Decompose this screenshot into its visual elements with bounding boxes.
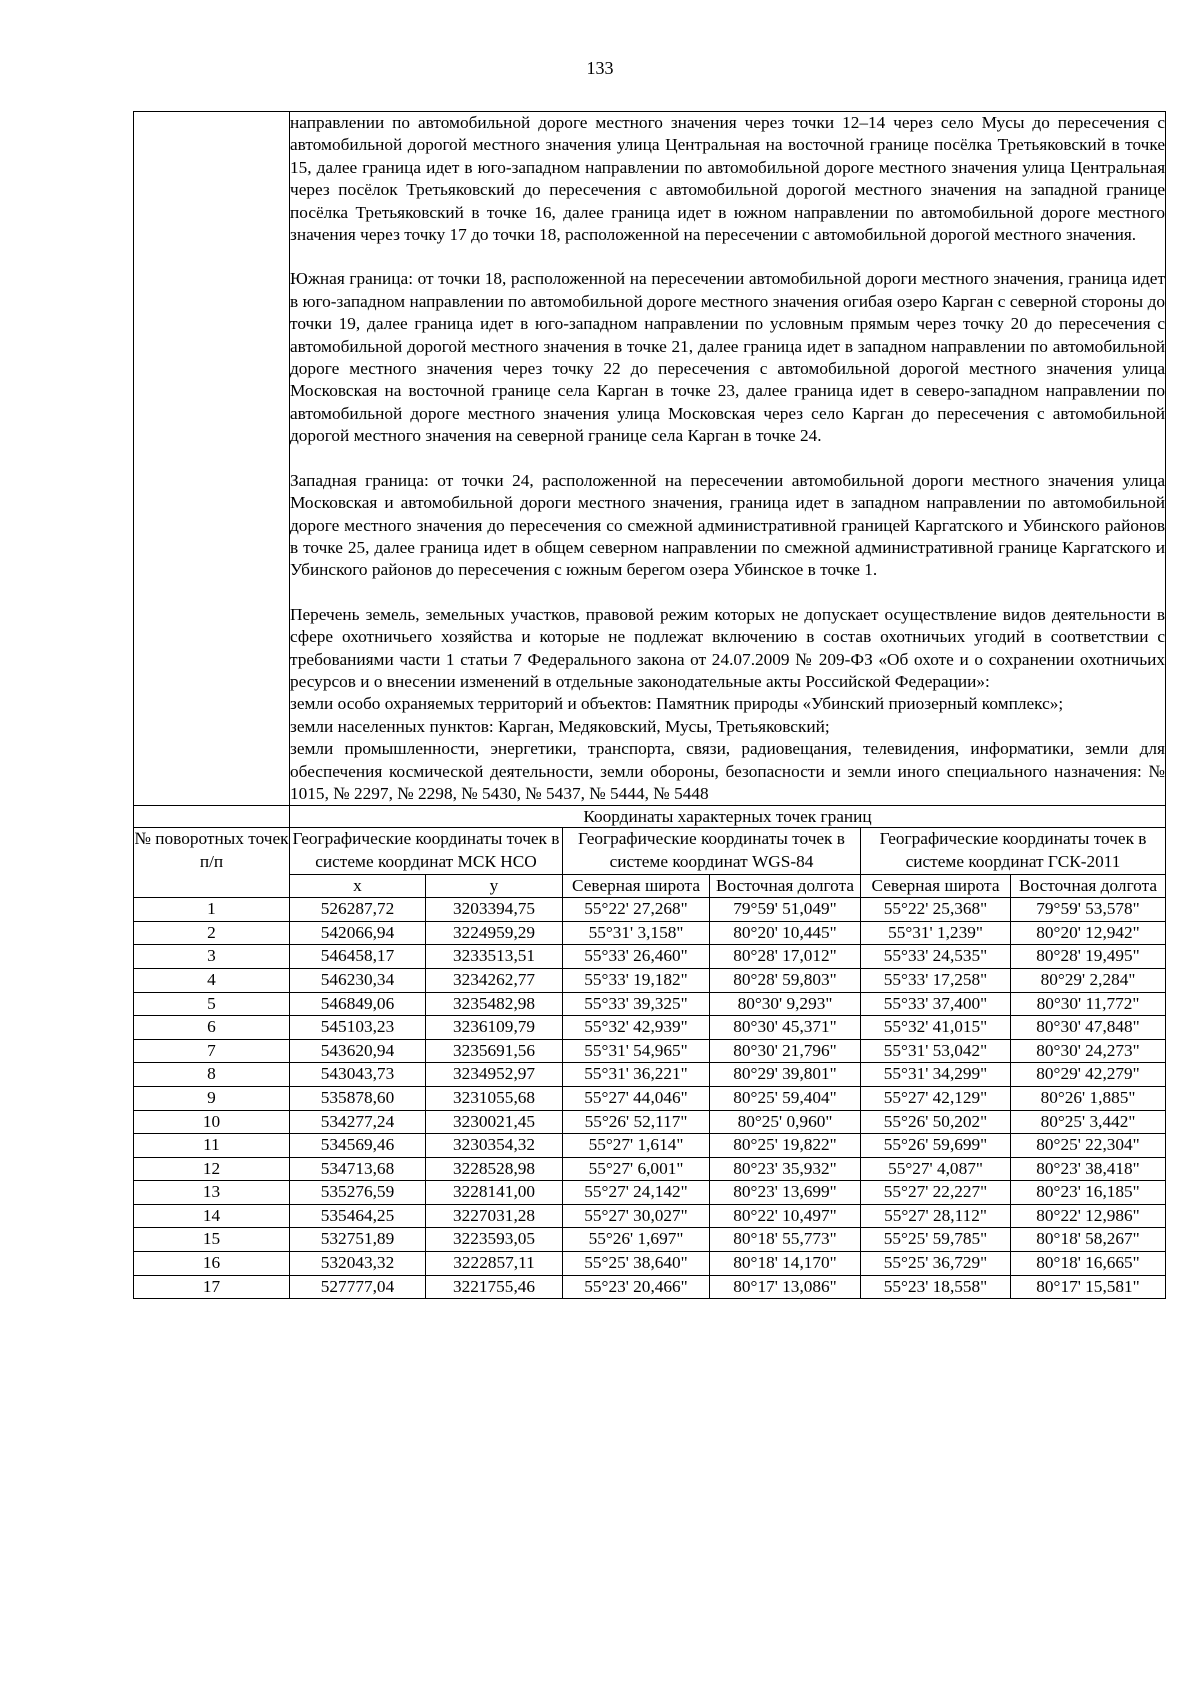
cell-wgs-lon: 80°29' 39,801" <box>710 1063 861 1087</box>
subheader-x: x <box>290 874 426 898</box>
cell-wgs-lat: 55°27' 30,027" <box>563 1204 710 1228</box>
cell-gsk-lon: 80°23' 38,418" <box>1011 1157 1166 1181</box>
blank-cell <box>134 112 290 806</box>
cell-gsk-lat: 55°26' 50,202" <box>861 1110 1011 1134</box>
cell-point-number: 11 <box>134 1134 290 1158</box>
cell-point-number: 13 <box>134 1181 290 1205</box>
cell-msk-y: 3228528,98 <box>426 1157 563 1181</box>
header-msk-nso: Географические координаты точек в системе координат МСК НСО <box>290 828 563 874</box>
cell-point-number: 15 <box>134 1228 290 1252</box>
cell-gsk-lon: 80°23' 16,185" <box>1011 1181 1166 1205</box>
subheader-wgs-lon: Восточная долгота <box>710 874 861 898</box>
cell-wgs-lon: 80°18' 14,170" <box>710 1252 861 1276</box>
cell-msk-y: 3222857,11 <box>426 1252 563 1276</box>
cell-msk-x: 545103,23 <box>290 1016 426 1040</box>
cell-wgs-lat: 55°31' 54,965" <box>563 1039 710 1063</box>
table-row <box>134 1157 1166 1181</box>
cell-wgs-lat: 55°25' 38,640" <box>563 1252 710 1276</box>
cell-wgs-lon: 80°18' 55,773" <box>710 1228 861 1252</box>
cell-wgs-lon: 80°22' 10,497" <box>710 1204 861 1228</box>
cell-point-number: 2 <box>134 921 290 945</box>
table-row <box>134 921 1166 945</box>
cell-gsk-lat: 55°33' 24,535" <box>861 945 1011 969</box>
cell-msk-y: 3228141,00 <box>426 1181 563 1205</box>
coordinates-rows <box>134 898 1166 1299</box>
table-row <box>134 1252 1166 1276</box>
cell-wgs-lon: 80°28' 17,012" <box>710 945 861 969</box>
cell-gsk-lat: 55°25' 36,729" <box>861 1252 1011 1276</box>
cell-wgs-lat: 55°27' 24,142" <box>563 1181 710 1205</box>
table-row <box>134 1063 1166 1087</box>
cell-gsk-lat: 55°27' 4,087" <box>861 1157 1011 1181</box>
cell-gsk-lat: 55°25' 59,785" <box>861 1228 1011 1252</box>
cell-wgs-lat: 55°26' 1,697" <box>563 1228 710 1252</box>
cell-wgs-lon: 80°30' 9,293" <box>710 992 861 1016</box>
cell-msk-y: 3224959,29 <box>426 921 563 945</box>
cell-wgs-lon: 80°28' 59,803" <box>710 968 861 992</box>
coordinates-title: Координаты характерных точек границ <box>290 806 1166 828</box>
cell-point-number: 4 <box>134 968 290 992</box>
cell-point-number: 16 <box>134 1252 290 1276</box>
cell-wgs-lat: 55°33' 19,182" <box>563 968 710 992</box>
cell-msk-x: 532043,32 <box>290 1252 426 1276</box>
cell-gsk-lon: 80°30' 11,772" <box>1011 992 1166 1016</box>
subheader-gsk-lon: Восточная долгота <box>1011 874 1166 898</box>
cell-wgs-lon: 80°25' 19,822" <box>710 1134 861 1158</box>
cell-gsk-lat: 55°27' 28,112" <box>861 1204 1011 1228</box>
cell-gsk-lon: 80°17' 15,581" <box>1011 1275 1166 1299</box>
cell-msk-x: 526287,72 <box>290 898 426 922</box>
lands-settlements: земли населенных пунктов: Карган, Медяковский, Мусы, Третьяковский; <box>290 716 830 736</box>
cell-wgs-lat: 55°23' 20,466" <box>563 1275 710 1299</box>
cell-msk-x: 527777,04 <box>290 1275 426 1299</box>
cell-gsk-lon: 80°18' 58,267" <box>1011 1228 1166 1252</box>
cell-msk-y: 3231055,68 <box>426 1086 563 1110</box>
cell-msk-y: 3234262,77 <box>426 968 563 992</box>
cell-wgs-lat: 55°22' 27,268" <box>563 898 710 922</box>
cell-gsk-lat: 55°22' 25,368" <box>861 898 1011 922</box>
subheader-y: y <box>426 874 563 898</box>
coordinates-table <box>134 806 1166 898</box>
cell-wgs-lat: 55°32' 42,939" <box>563 1016 710 1040</box>
table-row <box>134 1204 1166 1228</box>
cell-wgs-lat: 55°27' 1,614" <box>563 1134 710 1158</box>
table-row <box>134 968 1166 992</box>
table-row <box>134 1228 1166 1252</box>
cell-msk-x: 535878,60 <box>290 1086 426 1110</box>
cell-gsk-lon: 80°30' 24,273" <box>1011 1039 1166 1063</box>
cell-gsk-lat: 55°32' 41,015" <box>861 1016 1011 1040</box>
cell-msk-y: 3230021,45 <box>426 1110 563 1134</box>
cell-wgs-lat: 55°27' 44,046" <box>563 1086 710 1110</box>
cell-msk-x: 546849,06 <box>290 992 426 1016</box>
cell-msk-x: 534569,46 <box>290 1134 426 1158</box>
cell-gsk-lon: 80°25' 3,442" <box>1011 1110 1166 1134</box>
cell-wgs-lon: 80°30' 21,796" <box>710 1039 861 1063</box>
cell-gsk-lat: 55°31' 34,299" <box>861 1063 1011 1087</box>
subheader-wgs-lat: Северная широта <box>563 874 710 898</box>
cell-msk-y: 3223593,05 <box>426 1228 563 1252</box>
cell-gsk-lon: 79°59' 53,578" <box>1011 898 1166 922</box>
table-row <box>134 1275 1166 1299</box>
paragraph-lands-intro: Перечень земель, земельных участков, правовой режим которых не допускает осуществление видов деятельности в сфере охотничьего хозяйства и которые не подлежат включению в состав охотничьих угодий в соответствии с требованиями части 1 статьи 7 Федерального закона от 24.07.2009 № 209-ФЗ «Об охоте и о сохранении охотничьих ресурсов и о внесении изменений в отдельные законодательные акты Российской Федерации»: <box>290 604 1166 691</box>
paragraph-east-continued: направлении по автомобильной дороге местного значения через точки 12–14 через село Мусы до пересечения с автомобильной дорогой местного значения улица Центральная на восточной границе посёлка Третьяковский в точке 15, далее граница идет в юго-западном направлении по автомобильной дороге местного значения улица Центральная через посёлок Третьяковский до пересечения с автомобильной дорогой местного значения на западной границе посёлка Третьяковский в точке 16, далее граница идет в южном направлении по автомобильной дороге местного значения через точку 17 до точки 18, расположенной на пересечении с автомобильной дорогой местного значения. <box>290 113 1166 245</box>
table-row <box>134 1039 1166 1063</box>
cell-wgs-lon: 80°23' 35,932" <box>710 1157 861 1181</box>
cell-point-number: 6 <box>134 1016 290 1040</box>
cell-gsk-lat: 55°31' 53,042" <box>861 1039 1011 1063</box>
cell-msk-y: 3230354,32 <box>426 1134 563 1158</box>
table-row <box>134 1134 1166 1158</box>
cell-point-number: 9 <box>134 1086 290 1110</box>
table-row <box>134 1110 1166 1134</box>
cell-gsk-lon: 80°26' 1,885" <box>1011 1086 1166 1110</box>
cell-wgs-lon: 80°25' 0,960" <box>710 1110 861 1134</box>
cell-wgs-lon: 79°59' 51,049" <box>710 898 861 922</box>
cell-gsk-lon: 80°18' 16,665" <box>1011 1252 1166 1276</box>
cell-msk-y: 3221755,46 <box>426 1275 563 1299</box>
paragraph-west-boundary: Западная граница: от точки 24, расположенной на пересечении автомобильной дороги местного значения улица Московская и автомобильной дороги местного значения, граница идет в западном направлении по автомобильной дороге местного значения до пересечения со смежной административной границей Каргатского и Убинского районов в точке 25, далее граница идет в общем северном направлении по смежной административной границе Каргатского и Убинского районов до пересечения с южным берегом озера Убинское в точке 1. <box>290 470 1166 580</box>
cell-point-number: 7 <box>134 1039 290 1063</box>
paragraph-south-boundary: Южная граница: от точки 18, расположенной на пересечении автомобильной дороги местного значения, граница идет в юго-западном направлении по автомобильной дороге местного значения огибая озеро Карган с северной стороны до точки 19, далее граница идет в юго-западном направлении по условным прямым через точку 20 до пересечения с автомобильной дорогой местного значения в точке 21, далее граница идет в западном направлении по автомобильной дороге местного значения через точку 22 до пересечения с автомобильной дорогой местного значения улица Московская на восточной границе села Карган в точке 23, далее граница идет в северо-западном направлении по автомобильной дороге местного значения улица Московская через село Карган до пересечения с автомобильной дорогой местного значения на северной границе села Карган в точке 24. <box>290 269 1166 446</box>
cell-wgs-lat: 55°31' 36,221" <box>563 1063 710 1087</box>
cell-point-number: 10 <box>134 1110 290 1134</box>
cell-wgs-lon: 80°23' 13,699" <box>710 1181 861 1205</box>
cell-gsk-lon: 80°29' 2,284" <box>1011 968 1166 992</box>
cell-point-number: 3 <box>134 945 290 969</box>
cell-gsk-lat: 55°27' 42,129" <box>861 1086 1011 1110</box>
table-row <box>134 1086 1166 1110</box>
cell-wgs-lat: 55°33' 26,460" <box>563 945 710 969</box>
cell-wgs-lat: 55°33' 39,325" <box>563 992 710 1016</box>
cell-wgs-lon: 80°25' 59,404" <box>710 1086 861 1110</box>
cell-msk-x: 534713,68 <box>290 1157 426 1181</box>
cell-gsk-lat: 55°33' 17,258" <box>861 968 1011 992</box>
cell-gsk-lat: 55°26' 59,699" <box>861 1134 1011 1158</box>
cell-msk-x: 542066,94 <box>290 921 426 945</box>
header-gsk2011: Географические координаты точек в системе координат ГСК-2011 <box>861 828 1166 874</box>
cell-msk-x: 532751,89 <box>290 1228 426 1252</box>
subheader-gsk-lat: Северная широта <box>861 874 1011 898</box>
cell-gsk-lat: 55°27' 22,227" <box>861 1181 1011 1205</box>
boundary-description <box>290 112 1166 806</box>
cell-msk-y: 3203394,75 <box>426 898 563 922</box>
cell-gsk-lon: 80°28' 19,495" <box>1011 945 1166 969</box>
cell-gsk-lon: 80°30' 47,848" <box>1011 1016 1166 1040</box>
cell-wgs-lon: 80°30' 45,371" <box>710 1016 861 1040</box>
lands-industry: земли промышленности, энергетики, транспорта, связи, радиовещания, телевидения, информатики, земли для обеспечения космической деятельности, земли обороны, безопасности и земли иного специального назначения: № 1015, № 2297, № 2298, № 5430, № 5437, № 5444, № 5448 <box>290 739 1166 803</box>
cell-msk-y: 3233513,51 <box>426 945 563 969</box>
cell-point-number: 1 <box>134 898 290 922</box>
table-row <box>134 1016 1166 1040</box>
cell-msk-y: 3236109,79 <box>426 1016 563 1040</box>
cell-msk-y: 3227031,28 <box>426 1204 563 1228</box>
cell-point-number: 5 <box>134 992 290 1016</box>
cell-msk-x: 535276,59 <box>290 1181 426 1205</box>
lands-protected: земли особо охраняемых территорий и объектов: Памятник природы «Убинский приозерный комплекс»; <box>290 694 1064 714</box>
page-number: 133 <box>586 58 614 78</box>
table-row <box>134 992 1166 1016</box>
cell-msk-x: 546230,34 <box>290 968 426 992</box>
cell-msk-x: 534277,24 <box>290 1110 426 1134</box>
header-point-number: № поворотных точек п/п <box>134 828 290 898</box>
boundary-document-table <box>133 111 1166 1299</box>
cell-msk-y: 3234952,97 <box>426 1063 563 1087</box>
cell-gsk-lat: 55°31' 1,239" <box>861 921 1011 945</box>
table-row <box>134 1181 1166 1205</box>
cell-wgs-lat: 55°27' 6,001" <box>563 1157 710 1181</box>
cell-wgs-lat: 55°26' 52,117" <box>563 1110 710 1134</box>
cell-gsk-lon: 80°20' 12,942" <box>1011 921 1166 945</box>
cell-wgs-lat: 55°31' 3,158" <box>563 921 710 945</box>
cell-wgs-lon: 80°17' 13,086" <box>710 1275 861 1299</box>
cell-msk-x: 546458,17 <box>290 945 426 969</box>
cell-wgs-lon: 80°20' 10,445" <box>710 921 861 945</box>
cell-gsk-lat: 55°33' 37,400" <box>861 992 1011 1016</box>
cell-point-number: 17 <box>134 1275 290 1299</box>
blank-cell <box>134 806 290 828</box>
header-wgs84: Географические координаты точек в системе координат WGS-84 <box>563 828 861 874</box>
cell-msk-x: 543620,94 <box>290 1039 426 1063</box>
cell-point-number: 14 <box>134 1204 290 1228</box>
cell-gsk-lon: 80°29' 42,279" <box>1011 1063 1166 1087</box>
cell-gsk-lat: 55°23' 18,558" <box>861 1275 1011 1299</box>
cell-gsk-lon: 80°22' 12,986" <box>1011 1204 1166 1228</box>
cell-msk-x: 543043,73 <box>290 1063 426 1087</box>
cell-msk-y: 3235482,98 <box>426 992 563 1016</box>
table-row <box>134 898 1166 922</box>
cell-point-number: 8 <box>134 1063 290 1087</box>
cell-gsk-lon: 80°25' 22,304" <box>1011 1134 1166 1158</box>
cell-msk-y: 3235691,56 <box>426 1039 563 1063</box>
cell-point-number: 12 <box>134 1157 290 1181</box>
cell-msk-x: 535464,25 <box>290 1204 426 1228</box>
table-row <box>134 945 1166 969</box>
